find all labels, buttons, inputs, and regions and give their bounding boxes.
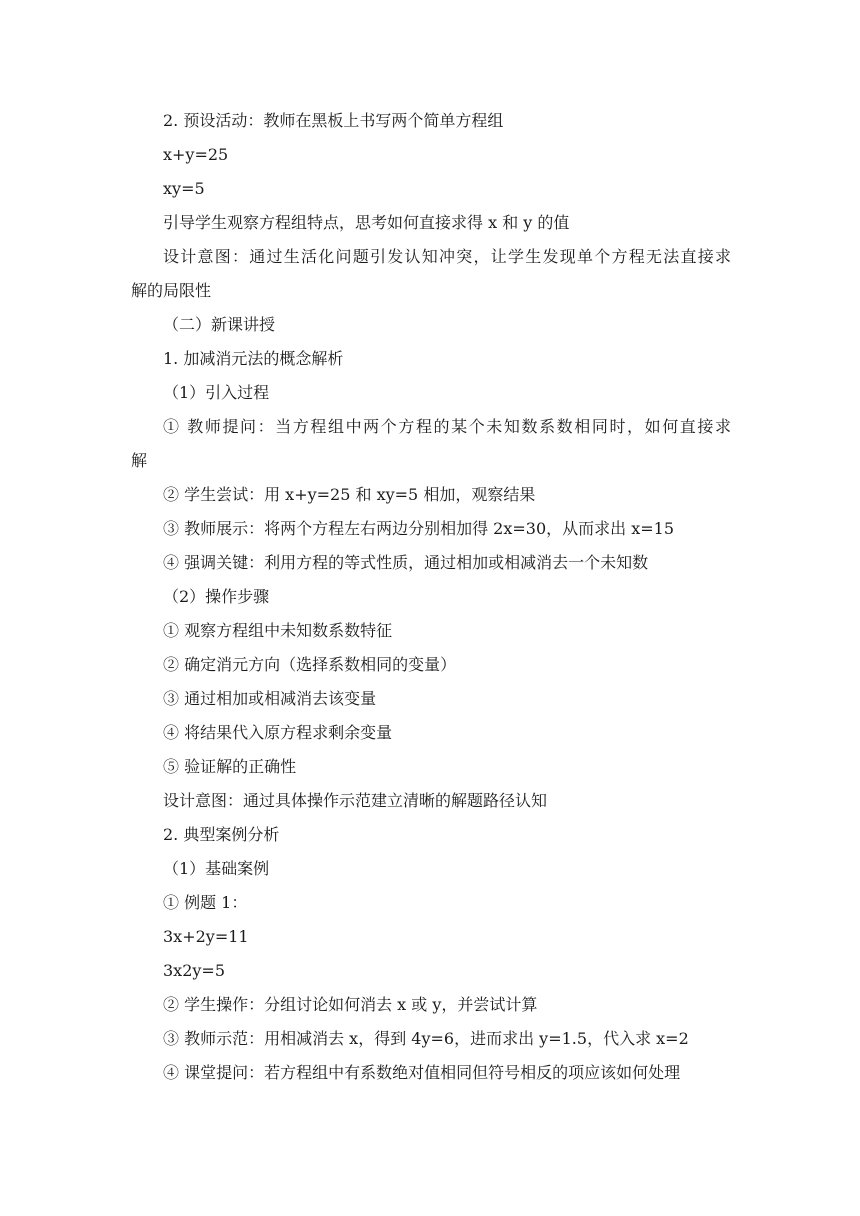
- equation-line: x+y=25: [163, 145, 229, 164]
- list-item: ③ 教师示范：用相减消去 x，得到 4y=6，进而求出 y=1.5，代入求 x=2: [163, 1029, 689, 1048]
- subsection-heading: （1）基础案例: [163, 859, 270, 878]
- text-line: 解: [131, 451, 148, 470]
- subsection-heading: （2）操作步骤: [163, 587, 270, 606]
- list-item: ③ 通过相加或相减消去该变量: [163, 689, 377, 708]
- subsection-heading: 1. 加减消元法的概念解析: [163, 349, 344, 368]
- list-item: ① 观察方程组中未知数系数特征: [163, 621, 393, 640]
- section-heading: （二）新课讲授: [163, 315, 276, 334]
- text-line: ③ 教师展示：将两个方程左右两边分别相加得 2x=30，从而求出 x=15: [163, 519, 675, 538]
- list-item: ① 例题 1：: [163, 893, 248, 912]
- list-item: ② 确定消元方向（选择系数相同的变量）: [163, 655, 457, 674]
- text-line: ④ 强调关键：利用方程的等式性质，通过相加或相减消去一个未知数: [163, 553, 649, 572]
- text-line: 设计意图：通过具体操作示范建立清晰的解题路径认知: [163, 791, 548, 810]
- equation-line: 3x+2y=11: [163, 927, 249, 946]
- text-line: 2. 预设活动：教师在黑板上书写两个简单方程组: [163, 111, 504, 130]
- list-item: ④ 将结果代入原方程求剩余变量: [163, 723, 393, 742]
- text-line: 引导学生观察方程组特点，思考如何直接求得 x 和 y 的值: [163, 213, 570, 232]
- text-line: 设计意图：通过生活化问题引发认知冲突，让学生发现单个方程无法直接求: [163, 247, 731, 266]
- list-item: ④ 课堂提问：若方程组中有系数绝对值相同但符号相反的项应该如何处理: [163, 1063, 681, 1082]
- list-item: ⑤ 验证解的正确性: [163, 757, 297, 776]
- subsection-heading: 2. 典型案例分析: [163, 825, 280, 844]
- subsection-heading: （1）引入过程: [163, 383, 270, 402]
- equation-line: 3x2y=5: [163, 961, 226, 980]
- text-line: ② 学生尝试：用 x+y=25 和 xy=5 相加，观察结果: [163, 485, 536, 504]
- list-item: ② 学生操作：分组讨论如何消去 x 或 y，并尝试计算: [163, 995, 538, 1014]
- text-line: 解的局限性: [131, 281, 212, 300]
- text-line: ① 教师提问：当方程组中两个方程的某个未知数系数相同时，如何直接求: [163, 417, 731, 436]
- equation-line: xy=5: [163, 179, 205, 198]
